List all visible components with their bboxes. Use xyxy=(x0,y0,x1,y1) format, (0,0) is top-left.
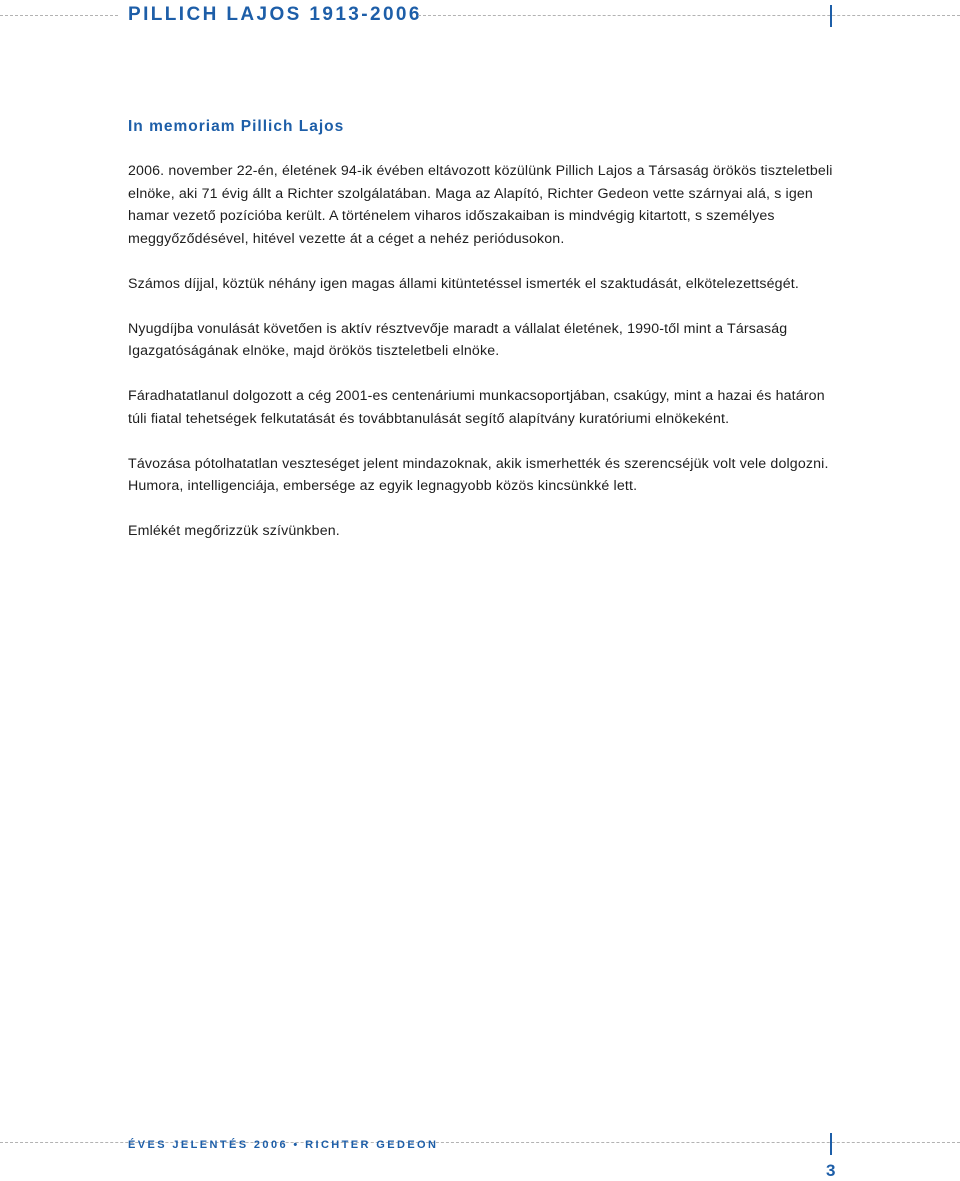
paragraph-1: 2006. november 22-én, életének 94-ik évében eltávozott közülünk Pillich Lajos a Társaság örökös tiszteletbeli elnöke, aki 71 évig állt a Richter szolgálatában. Maga az Alapító, Richter Gedeon vette szárnyai alá, s igen hamar vezető pozícióba került. A történelem viharos időszakaiban is mindvégig kitartott, s személyes meggyőződésével, hitével vezette át a céget a nehéz periódusokon. xyxy=(128,163,833,247)
paragraph-2: Számos díjjal, köztük néhány igen magas állami kitüntetéssel ismerték el szaktudását, elkötelezettségét. xyxy=(128,275,799,292)
page-header-title: PILLICH LAJOS 1913-2006 xyxy=(128,4,422,25)
paragraph-3: Nyugdíjba vonulását követően is aktív résztvevője maradt a vállalat életének, 1990-től mint a Társaság Igazgatóságának elnöke, majd örökös tiszteletbeli elnöke. xyxy=(128,320,788,359)
paragraph-4: Fáradhatatlanul dolgozott a cég 2001-es centenáriumi munkacsoportjában, csakúgy, mint a hazai és határon túli fiatal tehetségek felkutatását és továbbtanulását segítő alapítvány kuratóriumi elnökeként. xyxy=(128,388,825,427)
page-number: 3 xyxy=(826,1161,836,1180)
footer-marker xyxy=(830,1133,832,1155)
paragraph-6: Emlékét megőrizzük szívünkben. xyxy=(128,523,340,539)
article-body xyxy=(128,160,840,565)
footer-title: ÉVES JELENTÉS 2006 • RICHTER GEDEON xyxy=(128,1139,439,1151)
article-heading: In memoriam Pillich Lajos xyxy=(128,118,345,135)
header-rule-right xyxy=(418,15,960,16)
header-marker xyxy=(830,5,832,27)
header-rule-left xyxy=(0,15,118,16)
paragraph-5: Távozása pótolhatatlan veszteséget jelent mindazoknak, akik ismerhették és szerencséjük volt vele dolgozni. Humora, intelligenciája, embersége az egyik legnagyobb közös kincsünkké lett. xyxy=(128,455,829,494)
